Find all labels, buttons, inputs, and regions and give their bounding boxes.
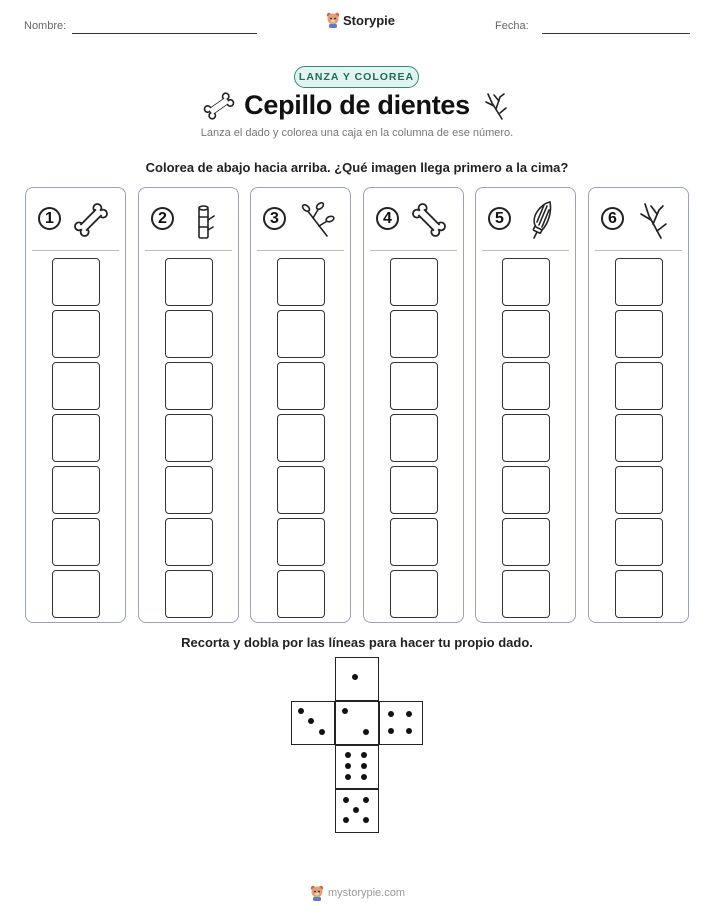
column-number: 2 — [151, 207, 174, 230]
column-number: 4 — [376, 207, 399, 230]
color-box[interactable] — [390, 414, 438, 462]
column-divider — [257, 250, 344, 251]
die-pip — [319, 729, 325, 735]
die-face-5 — [335, 789, 379, 833]
twig-icon — [633, 200, 675, 240]
color-box[interactable] — [165, 310, 213, 358]
color-box[interactable] — [52, 570, 100, 618]
color-box[interactable] — [502, 518, 550, 566]
color-box[interactable] — [615, 570, 663, 618]
column-number: 5 — [488, 207, 511, 230]
die-pip — [345, 774, 351, 780]
die-pip — [342, 708, 348, 714]
activity-pill: LANZA Y COLOREA — [294, 66, 419, 88]
color-box[interactable] — [165, 518, 213, 566]
color-box[interactable] — [52, 466, 100, 514]
die-pip — [308, 718, 314, 724]
die-pip — [363, 817, 369, 823]
color-box[interactable] — [615, 258, 663, 306]
sprig-icon — [295, 200, 337, 240]
die-pip — [343, 797, 349, 803]
bear-icon — [310, 885, 324, 901]
column-divider — [595, 250, 682, 251]
color-box[interactable] — [52, 362, 100, 410]
date-label: Fecha: — [495, 20, 529, 32]
color-box[interactable] — [277, 466, 325, 514]
name-line[interactable] — [72, 33, 257, 34]
color-box[interactable] — [615, 414, 663, 462]
color-box[interactable] — [52, 414, 100, 462]
footer-brand — [310, 885, 405, 901]
color-box[interactable] — [615, 518, 663, 566]
die-pip — [363, 797, 369, 803]
die-pip — [361, 763, 367, 769]
twig-icon — [482, 91, 508, 121]
die-pip — [343, 817, 349, 823]
die-pip — [361, 774, 367, 780]
color-box[interactable] — [502, 310, 550, 358]
color-box[interactable] — [502, 570, 550, 618]
bone-icon — [70, 200, 112, 240]
color-box[interactable] — [390, 258, 438, 306]
color-box[interactable] — [165, 362, 213, 410]
die-pip — [298, 708, 304, 714]
color-box[interactable] — [615, 310, 663, 358]
color-box[interactable] — [165, 466, 213, 514]
die-face-3 — [291, 701, 335, 745]
die-face-4 — [379, 701, 423, 745]
die-pip — [388, 711, 394, 717]
color-box[interactable] — [165, 414, 213, 462]
color-box[interactable] — [502, 414, 550, 462]
column-1 — [25, 187, 126, 623]
column-number: 1 — [38, 207, 61, 230]
column-divider — [482, 250, 569, 251]
column-divider — [145, 250, 232, 251]
name-label: Nombre: — [24, 20, 67, 32]
color-box[interactable] — [502, 466, 550, 514]
die-face-1 — [335, 657, 379, 701]
color-box[interactable] — [615, 466, 663, 514]
color-box[interactable] — [390, 466, 438, 514]
column-divider — [370, 250, 457, 251]
column-3 — [250, 187, 351, 623]
color-box[interactable] — [390, 310, 438, 358]
page-subtitle: Lanza el dado y colorea una caja en la columna de ese número. — [200, 127, 514, 139]
die-pip — [406, 728, 412, 734]
column-number: 3 — [263, 207, 286, 230]
bear-icon — [326, 12, 340, 28]
color-box[interactable] — [52, 310, 100, 358]
color-box[interactable] — [277, 518, 325, 566]
instruction-top: Colorea de abajo hacia arriba. ¿Qué imagen llega primero a la cima? — [145, 160, 569, 175]
color-box[interactable] — [502, 258, 550, 306]
instruction-bottom: Recorta y dobla por las líneas para hacer tu propio dado. — [181, 635, 533, 650]
brand-name: Storypie — [343, 12, 396, 28]
color-box[interactable] — [277, 258, 325, 306]
color-box[interactable] — [615, 362, 663, 410]
die-face-6 — [335, 745, 379, 789]
bristle-brush-icon — [520, 200, 562, 240]
page-title: Cepillo de dientes — [244, 90, 470, 120]
color-box[interactable] — [165, 570, 213, 618]
bone-icon — [408, 200, 450, 240]
date-line[interactable] — [542, 33, 690, 34]
color-box[interactable] — [277, 310, 325, 358]
column-divider — [32, 250, 119, 251]
color-box[interactable] — [52, 518, 100, 566]
column-5 — [475, 187, 576, 623]
color-box[interactable] — [277, 362, 325, 410]
color-box[interactable] — [277, 570, 325, 618]
color-box[interactable] — [165, 258, 213, 306]
color-box[interactable] — [502, 362, 550, 410]
column-2 — [138, 187, 239, 623]
column-4 — [363, 187, 464, 623]
column-number: 6 — [601, 207, 624, 230]
bamboo-icon — [183, 200, 225, 240]
color-box[interactable] — [390, 362, 438, 410]
die-pip — [352, 674, 358, 680]
die-pip — [361, 752, 367, 758]
color-box[interactable] — [390, 570, 438, 618]
column-6 — [588, 187, 689, 623]
die-pip — [353, 807, 359, 813]
footer-url[interactable]: mystorypie.com — [328, 887, 406, 899]
die-pip — [345, 752, 351, 758]
die-pip — [406, 711, 412, 717]
die-pip — [363, 729, 369, 735]
color-box[interactable] — [52, 258, 100, 306]
brand-logo — [326, 12, 395, 28]
die-face-2 — [335, 701, 379, 745]
die-pip — [388, 728, 394, 734]
color-box[interactable] — [277, 414, 325, 462]
color-box[interactable] — [390, 518, 438, 566]
die-pip — [345, 763, 351, 769]
